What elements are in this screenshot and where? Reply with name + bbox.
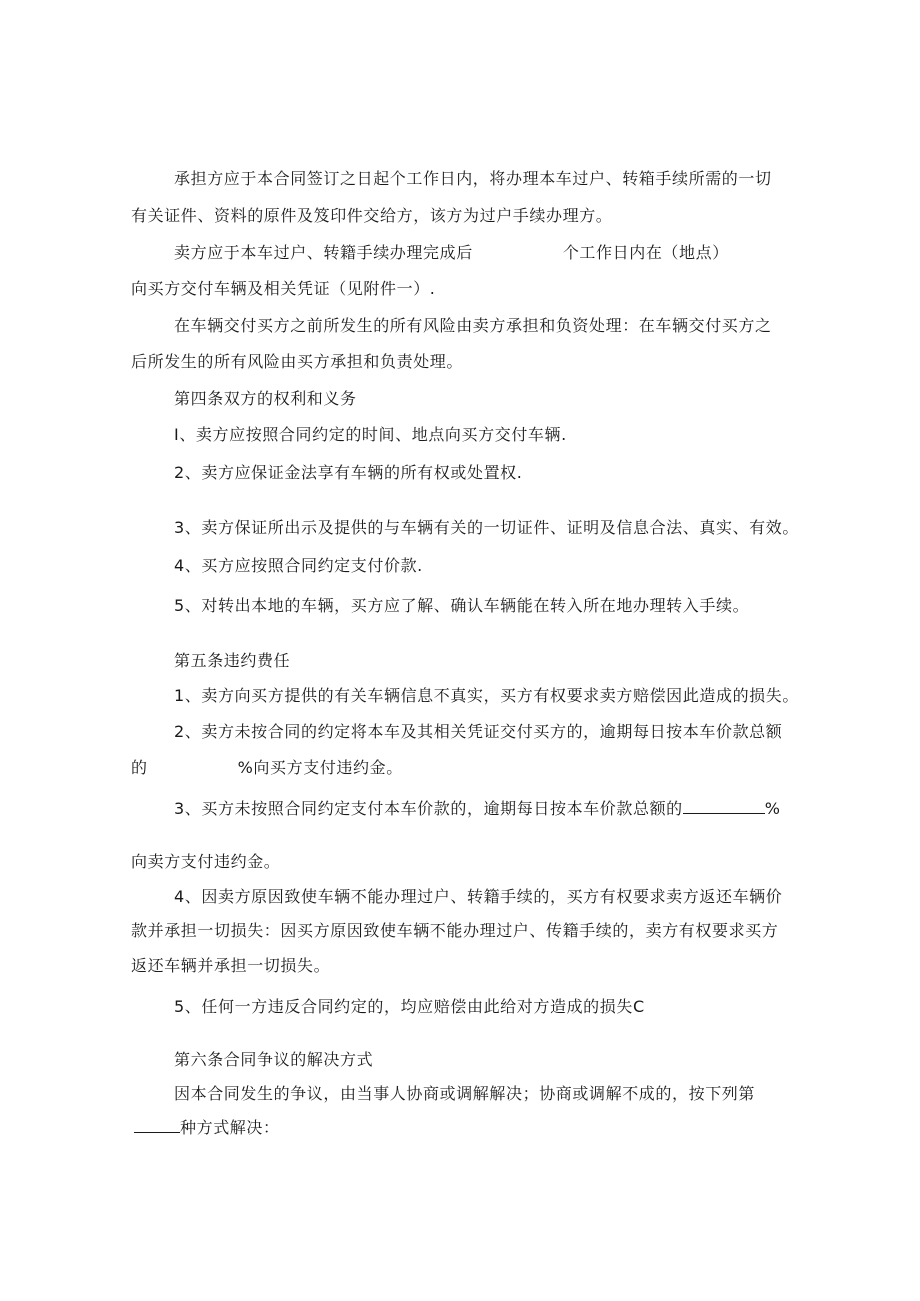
article-item: 2、卖方未按合同的约定将本车及其相关凭证交付买方的，逾期每日按本车价款总额 [174,722,783,741]
clause-paragraph: 向买方交付车辆及相关凭证（见附件一）. [131,279,436,298]
fill-in-blank [134,1118,180,1133]
clause-text: %向买方支付违约金。 [237,758,403,777]
clause-paragraph: 在车辆交付买方之前所发生的所有风险由卖方承担和负资处理：在车辆交付买方之 [174,316,772,335]
clause-paragraph [174,243,729,263]
article-item [134,1118,280,1138]
article-item: 3、卖方保证所出示及提供的与车辆有关的一切证件、证明及信息合法、真实、有效。 [174,518,799,537]
article-item: 返还车辆并承担一切损失。 [131,956,331,975]
article-item: 5、对转出本地的车辆，买方应了解、确认车辆能在转入所在地办理转入手续。 [174,596,750,615]
clause-paragraph: 后所发生的所有风险由买方承担和负责处理。 [131,352,464,371]
article-item: 因本合同发生的争议，由当事人协商或调解解决；协商或调解不成的，按下列第 [174,1084,756,1103]
clause-text: 卖方应于本车过户、转籍手续办理完成后 [174,243,473,262]
fill-in-blank [683,799,765,814]
article-item: 1、卖方向买方提供的有关车辆信息不真实，买方有权要求卖方赔偿因此造成的损失。 [174,686,799,705]
article-item: 4、因卖方原因致使车辆不能办理过户、转籍手续的，买方有权要求卖方返还车辆价 [174,887,783,906]
clause-text: 种方式解决： [180,1118,280,1137]
article-heading: 第五条违约费任 [174,651,291,670]
clause-paragraph: 承担方应于本合同签订之日起个工作日内，将办理本车过户、转箱手续所需的一切 [174,169,772,188]
article-item [174,799,781,819]
clause-text: 个工作日内在（地点） [562,243,729,262]
article-item: 4、买方应按照合同约定支付价款. [174,556,423,575]
article-item: 向卖方支付违约金。 [131,852,281,871]
article-heading: 第六条合同争议的解决方式 [174,1050,374,1069]
article-item: I、卖方应按照合同约定的时间、地点向买方交付车辆. [174,425,567,444]
clause-paragraph: 有关证件、资料的原件及笈印件交给方，该方为过户手续办理方。 [131,206,613,225]
article-item [131,758,403,778]
article-item: 款并承担一切损失：因买方原因致使车辆不能办理过户、传籍手续的，卖方有权要求买方 [131,921,779,940]
article-heading: 第四条双方的权利和义务 [174,389,357,408]
clause-text: 3、买方未按照合同约定支付本车价款的，逾期每日按本车价款总额的 [174,799,683,818]
clause-text: % [764,799,781,818]
clause-text: 的 [131,758,148,777]
article-item: 2、卖方应保证金法享有车辆的所有权或处置权. [174,463,523,482]
article-item: 5、任何一方违反合同约定的，均应赔偿由此给对方造成的损失C [174,997,645,1016]
